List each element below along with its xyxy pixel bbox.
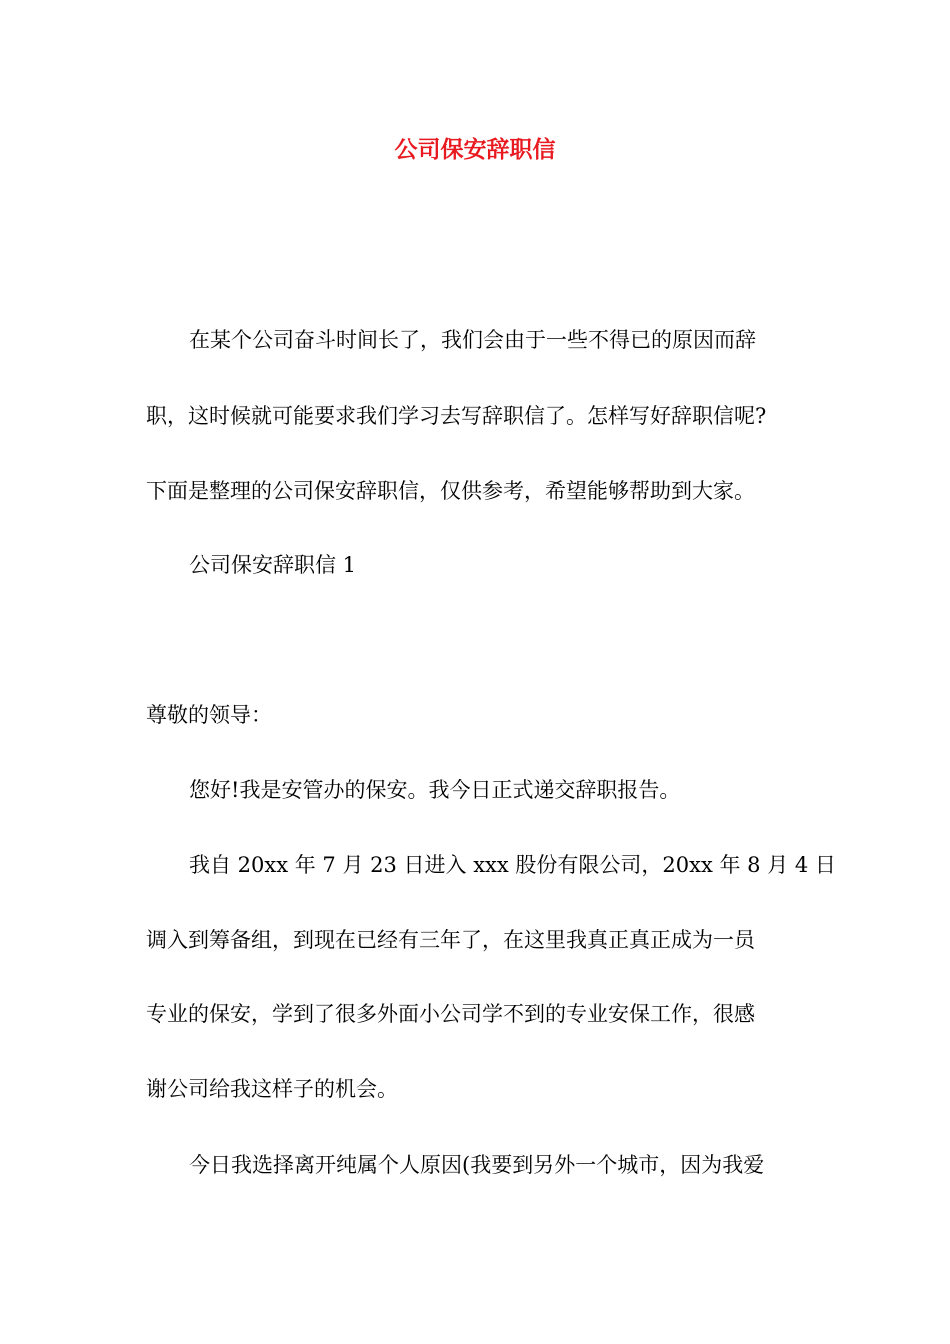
- paragraph-line: 今日我选择离开纯属个人原因(我要到另外一个城市，因为我爱: [189, 1153, 765, 1177]
- paragraph-line: 在某个公司奋斗时间长了，我们会由于一些不得已的原因而辞: [189, 328, 756, 352]
- paragraph-line: 我自 20xx 年 7 月 23 日进入 xxx 股份有限公司，20xx 年 8 月 4 日: [189, 853, 836, 877]
- paragraph-line: 调入到筹备组，到现在已经有三年了，在这里我真正真正成为一员: [146, 928, 755, 952]
- paragraph-line: 下面是整理的公司保安辞职信，仅供参考，希望能够帮助到大家。: [146, 479, 755, 503]
- paragraph-line: 您好!我是安管办的保安。我今日正式递交辞职报告。: [189, 778, 681, 802]
- document-title: 公司保安辞职信: [394, 137, 556, 163]
- paragraph-line: 专业的保安，学到了很多外面小公司学不到的专业安保工作，很感: [146, 1002, 755, 1026]
- salutation: 尊敬的领导：: [146, 703, 272, 727]
- paragraph-line: 谢公司给我这样子的机会。: [146, 1077, 398, 1101]
- paragraph-line: 职，这时候就可能要求我们学习去写辞职信了。怎样写好辞职信呢?: [146, 404, 767, 428]
- section-heading: 公司保安辞职信 1: [189, 553, 357, 577]
